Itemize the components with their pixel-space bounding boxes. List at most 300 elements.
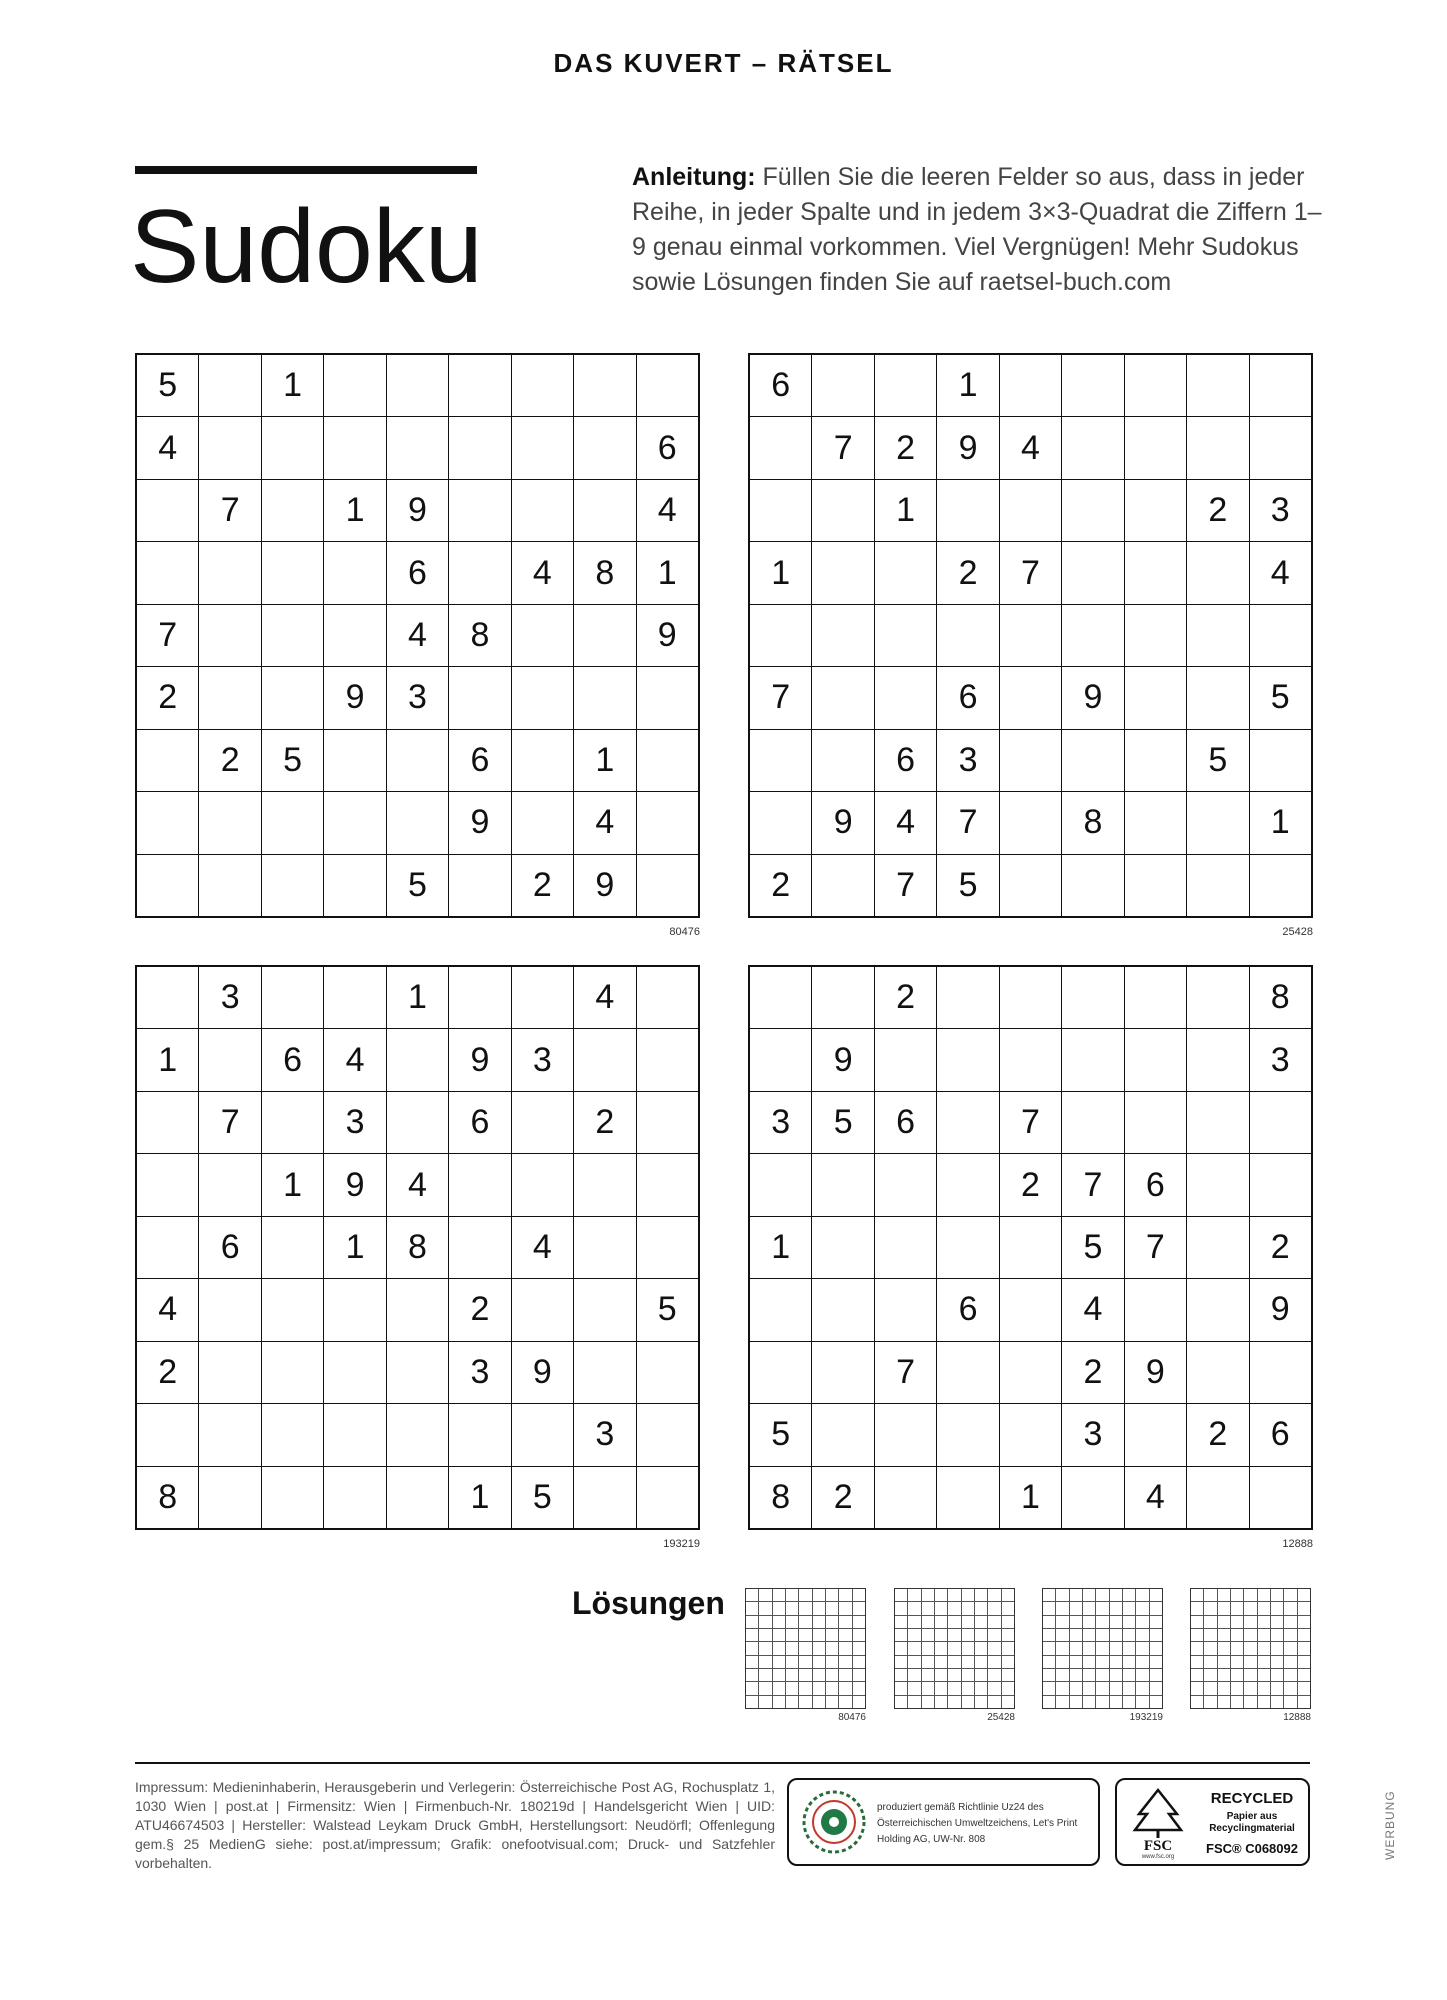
sudoku-cell: 6	[262, 1029, 323, 1090]
sudoku-cell	[262, 1404, 323, 1465]
solution-cell	[1231, 1602, 1243, 1614]
sudoku-cell	[199, 792, 260, 853]
sudoku-cell	[1187, 417, 1248, 478]
sudoku-cell	[1125, 667, 1186, 728]
footer-divider	[135, 1762, 1310, 1764]
solution-cell	[813, 1602, 825, 1614]
sudoku-cell: 2	[449, 1279, 510, 1340]
sudoku-cell	[937, 1404, 998, 1465]
solution-cell	[1218, 1616, 1230, 1628]
solution-cell	[799, 1669, 811, 1681]
solution-cell	[1110, 1669, 1122, 1681]
sudoku-cell: 2	[1000, 1154, 1061, 1215]
solution-cell	[908, 1656, 920, 1668]
sudoku-cell	[262, 967, 323, 1028]
solution-cell	[826, 1589, 838, 1601]
sudoku-cell	[199, 1342, 260, 1403]
solution-cell	[1258, 1669, 1270, 1681]
solution-cell	[1096, 1696, 1108, 1708]
solution-cell	[1218, 1629, 1230, 1641]
solution-cell	[988, 1629, 1000, 1641]
solution-cell	[895, 1616, 907, 1628]
solution-cell	[1083, 1616, 1095, 1628]
sudoku-cell	[1062, 855, 1123, 916]
solution-cell	[1056, 1696, 1068, 1708]
solution-cell	[948, 1642, 960, 1654]
sudoku-cell	[1250, 605, 1311, 666]
solution-cell	[839, 1696, 851, 1708]
sudoku-cell	[574, 1342, 635, 1403]
sudoku-cell	[512, 1154, 573, 1215]
solution-cell	[1002, 1696, 1014, 1708]
sudoku-cell: 3	[199, 967, 260, 1028]
solution-cell	[1204, 1602, 1216, 1614]
solution-cell	[895, 1642, 907, 1654]
sudoku-cell: 8	[1062, 792, 1123, 853]
sudoku-cell	[1000, 855, 1061, 916]
sudoku-cell: 6	[1250, 1404, 1311, 1465]
solution-cell	[1123, 1656, 1135, 1668]
solution-cell	[922, 1616, 934, 1628]
sudoku-cell	[875, 1467, 936, 1528]
sudoku-cell	[324, 542, 385, 603]
solution-cell	[1150, 1696, 1162, 1708]
sudoku-cell	[574, 355, 635, 416]
solution-cell	[853, 1642, 865, 1654]
solution-cell	[895, 1696, 907, 1708]
solution-cell	[962, 1616, 974, 1628]
sudoku-cell: 3	[1062, 1404, 1123, 1465]
sudoku-cell: 4	[387, 1154, 448, 1215]
solution-cell	[1191, 1669, 1203, 1681]
solution-cell	[948, 1629, 960, 1641]
solution-cell	[1056, 1669, 1068, 1681]
solution-cell	[1136, 1696, 1148, 1708]
solution-cell	[1204, 1629, 1216, 1641]
sudoku-cell	[750, 605, 811, 666]
sudoku-cell	[512, 1092, 573, 1153]
sudoku-cell	[1187, 1154, 1248, 1215]
solution-cell	[1150, 1602, 1162, 1614]
sudoku-cell	[1250, 730, 1311, 791]
sudoku-cell	[1125, 1279, 1186, 1340]
sudoku-cell	[1062, 1467, 1123, 1528]
sudoku-cell	[637, 1467, 698, 1528]
solution-cell	[1244, 1589, 1256, 1601]
sudoku-cell	[1000, 355, 1061, 416]
solution-cell	[1096, 1602, 1108, 1614]
sudoku-cell: 5	[637, 1279, 698, 1340]
solution-cell	[935, 1696, 947, 1708]
solution-cell	[826, 1629, 838, 1641]
sudoku-cell	[1062, 480, 1123, 541]
sudoku-cell	[512, 792, 573, 853]
solution-cell	[746, 1696, 758, 1708]
sudoku-cell: 7	[199, 480, 260, 541]
sudoku-cell	[875, 1029, 936, 1090]
sudoku-cell	[262, 605, 323, 666]
sudoku-cell	[1187, 1342, 1248, 1403]
solution-cell	[839, 1602, 851, 1614]
sudoku-cell: 1	[137, 1029, 198, 1090]
sudoku-cell	[812, 1279, 873, 1340]
sudoku-cell	[199, 855, 260, 916]
solution-cell	[839, 1656, 851, 1668]
sudoku-cell: 9	[449, 792, 510, 853]
sudoku-cell	[937, 480, 998, 541]
impressum-text: Impressum: Medieninhaberin, Herausgeberin und Verlegerin: Österreichische Post AG, Rochusplatz 1, 1030 Wien | post.at | Firmensitz: Wien | Firmenbuch-Nr. 180219d | Handelsgericht Wien | UID: ATU46674503 | Hersteller: Walstead Leykam Druck GmbH, Herstellungsort: Neudörfl; Offenlegung gem.§ 25 MedienG siehe: post.at/impressum; Grafik: onefootvisual.com; Druck- und Satzfehler vorbehalten.	[135, 1779, 775, 1871]
sudoku-cell: 9	[1062, 667, 1123, 728]
sudoku-cell	[512, 605, 573, 666]
solution-cell	[1096, 1589, 1108, 1601]
sudoku-cell: 2	[750, 855, 811, 916]
sudoku-cell	[750, 730, 811, 791]
sudoku-cell: 9	[574, 855, 635, 916]
sudoku-cell: 2	[1062, 1342, 1123, 1403]
solution-cell	[922, 1642, 934, 1654]
solution-cell	[786, 1629, 798, 1641]
solution-cell	[962, 1629, 974, 1641]
solution-cell	[839, 1642, 851, 1654]
sudoku-cell	[1250, 855, 1311, 916]
sudoku-cell	[637, 355, 698, 416]
sudoku-cell	[387, 730, 448, 791]
solution-cell	[1204, 1616, 1216, 1628]
sudoku-cell	[875, 605, 936, 666]
solution-cell	[988, 1642, 1000, 1654]
solution-cell	[1284, 1682, 1296, 1694]
sudoku-cell	[637, 1092, 698, 1153]
sudoku-cell	[1187, 855, 1248, 916]
sudoku-cell	[1187, 667, 1248, 728]
sudoku-cell: 1	[324, 1217, 385, 1278]
solution-cell	[1070, 1629, 1082, 1641]
sudoku-cell	[449, 967, 510, 1028]
solution-cell	[799, 1629, 811, 1641]
solution-cell	[1136, 1616, 1148, 1628]
sudoku-cell: 3	[750, 1092, 811, 1153]
sudoku-cell	[262, 1092, 323, 1153]
solution-cell	[853, 1616, 865, 1628]
sudoku-cell	[1000, 1342, 1061, 1403]
solution-cell	[1056, 1602, 1068, 1614]
solution-cell	[935, 1669, 947, 1681]
sudoku-cell	[812, 1342, 873, 1403]
sudoku-cell	[1062, 1092, 1123, 1153]
recycled-sublabel: Papier aus Recyclingmaterial	[1209, 1811, 1295, 1834]
sudoku-cell	[1250, 355, 1311, 416]
sudoku-cell	[1062, 417, 1123, 478]
sudoku-cell	[574, 1279, 635, 1340]
sudoku-cell: 1	[449, 1467, 510, 1528]
solution-cell	[948, 1616, 960, 1628]
solution-cell	[895, 1682, 907, 1694]
sudoku-cell	[324, 792, 385, 853]
solution-cell	[1204, 1589, 1216, 1601]
solution-cell	[948, 1696, 960, 1708]
sudoku-cell: 9	[937, 417, 998, 478]
solution-cell	[1070, 1616, 1082, 1628]
sudoku-cell: 2	[1187, 480, 1248, 541]
sudoku-cell	[512, 730, 573, 791]
solution-cell	[895, 1589, 907, 1601]
solution-cell	[935, 1656, 947, 1668]
sudoku-cell: 4	[637, 480, 698, 541]
sudoku-cell	[1062, 1029, 1123, 1090]
sudoku-cell	[750, 967, 811, 1028]
sudoku-cell	[137, 1154, 198, 1215]
solution-cell	[786, 1696, 798, 1708]
sudoku-cell	[637, 1404, 698, 1465]
fsc-code: FSC® C068092	[1206, 1841, 1298, 1856]
solution-cell	[813, 1589, 825, 1601]
sudoku-cell: 9	[1250, 1279, 1311, 1340]
solution-cell	[1258, 1602, 1270, 1614]
solution-grid	[745, 1588, 866, 1709]
solution-cell	[908, 1682, 920, 1694]
sudoku-cell: 4	[574, 967, 635, 1028]
solution-cell	[853, 1656, 865, 1668]
solution-cell	[935, 1642, 947, 1654]
sudoku-cell	[1125, 1092, 1186, 1153]
sudoku-cell	[137, 967, 198, 1028]
sudoku-cell	[812, 605, 873, 666]
solution-cell	[962, 1602, 974, 1614]
solution-cell	[1002, 1629, 1014, 1641]
sudoku-cell	[387, 1029, 448, 1090]
solution-cell	[1231, 1589, 1243, 1601]
sudoku-cell: 4	[512, 1217, 573, 1278]
sudoku-cell: 7	[875, 1342, 936, 1403]
sudoku-cell	[937, 1342, 998, 1403]
solution-cell	[1096, 1642, 1108, 1654]
puzzle-code: 193219	[663, 1538, 700, 1550]
sudoku-cell	[324, 1279, 385, 1340]
sudoku-cell: 1	[1000, 1467, 1061, 1528]
sudoku-cell: 3	[1250, 480, 1311, 541]
solution-cell	[988, 1656, 1000, 1668]
solution-cell	[1123, 1629, 1135, 1641]
sudoku-cell: 3	[324, 1092, 385, 1153]
sudoku-cell	[449, 417, 510, 478]
sudoku-cell	[262, 1467, 323, 1528]
sudoku-cell	[937, 967, 998, 1028]
sudoku-cell	[1187, 1092, 1248, 1153]
sudoku-cell	[875, 667, 936, 728]
sudoku-cell	[812, 480, 873, 541]
solution-cell	[962, 1642, 974, 1654]
sudoku-cell: 4	[512, 542, 573, 603]
solution-cell	[1136, 1589, 1148, 1601]
sudoku-cell	[324, 1467, 385, 1528]
sudoku-cell	[875, 1279, 936, 1340]
solution-cell	[826, 1642, 838, 1654]
solution-cell	[1258, 1589, 1270, 1601]
sudoku-cell: 9	[324, 1154, 385, 1215]
solution-cell	[1284, 1642, 1296, 1654]
sudoku-cell	[262, 1279, 323, 1340]
sudoku-cell: 5	[1187, 730, 1248, 791]
solution-cell	[1056, 1682, 1068, 1694]
sudoku-cell	[1125, 1404, 1186, 1465]
sudoku-cell	[574, 1029, 635, 1090]
puzzle-code: 25428	[1282, 926, 1313, 938]
solution-cell	[1096, 1616, 1108, 1628]
solution-cell	[1218, 1669, 1230, 1681]
solution-cell	[1083, 1589, 1095, 1601]
solution-cell	[759, 1696, 771, 1708]
sudoku-cell	[1125, 480, 1186, 541]
sudoku-cell	[262, 1342, 323, 1403]
solution-code: 193219	[1129, 1712, 1163, 1723]
sudoku-cell	[387, 1467, 448, 1528]
sudoku-cell	[1125, 792, 1186, 853]
solution-cell	[908, 1602, 920, 1614]
sudoku-cell: 6	[387, 542, 448, 603]
sudoku-cell	[137, 1404, 198, 1465]
solution-cell	[786, 1656, 798, 1668]
solution-cell	[1110, 1629, 1122, 1641]
solution-cell	[922, 1669, 934, 1681]
solution-cell	[1123, 1589, 1135, 1601]
sudoku-cell: 7	[812, 417, 873, 478]
solution-cell	[1070, 1602, 1082, 1614]
sudoku-cell: 3	[937, 730, 998, 791]
solution-code: 80476	[838, 1712, 866, 1723]
solution-cell	[895, 1602, 907, 1614]
solution-cell	[1271, 1669, 1283, 1681]
sudoku-cell	[324, 1342, 385, 1403]
sudoku-cell: 5	[1250, 667, 1311, 728]
solution-cell	[1298, 1669, 1310, 1681]
sudoku-cell	[1000, 1029, 1061, 1090]
sudoku-cell	[812, 542, 873, 603]
solution-cell	[1043, 1669, 1055, 1681]
solution-cell	[1191, 1616, 1203, 1628]
sudoku-cell	[1187, 792, 1248, 853]
solution-cell	[1284, 1589, 1296, 1601]
sudoku-cell	[199, 542, 260, 603]
sudoku-cell: 6	[750, 355, 811, 416]
eco-label-badge	[787, 1778, 1100, 1866]
solution-cell	[853, 1629, 865, 1641]
solution-cell	[1150, 1682, 1162, 1694]
sudoku-cell	[199, 667, 260, 728]
solution-cell	[1191, 1629, 1203, 1641]
sudoku-cell	[137, 480, 198, 541]
solution-cell	[813, 1616, 825, 1628]
sudoku-cell: 2	[1187, 1404, 1248, 1465]
solution-cell	[759, 1669, 771, 1681]
sudoku-cell	[324, 1404, 385, 1465]
instructions-text: Füllen Sie die leeren Felder so aus, dass in jeder Reihe, in jeder Spalte und in jedem 3×3-Quadrat die Ziffern 1–9 genau einmal vorkommen. Viel Vergnügen! Mehr Sudokus sowie Lösungen finden Sie auf raetsel-buch.com	[632, 163, 1322, 296]
solution-cell	[759, 1629, 771, 1641]
solution-cell	[1043, 1656, 1055, 1668]
sudoku-cell	[574, 1217, 635, 1278]
sudoku-cell	[812, 667, 873, 728]
solution-cell	[1244, 1642, 1256, 1654]
sudoku-cell: 6	[875, 730, 936, 791]
solution-cell	[1244, 1682, 1256, 1694]
solution-cell	[759, 1602, 771, 1614]
sudoku-cell	[262, 667, 323, 728]
sudoku-cell	[449, 855, 510, 916]
solution-cell	[1083, 1642, 1095, 1654]
solution-cell	[895, 1669, 907, 1681]
sudoku-cell	[750, 1029, 811, 1090]
sudoku-cell: 1	[750, 542, 811, 603]
sudoku-cell	[875, 542, 936, 603]
solution-cell	[1002, 1682, 1014, 1694]
sudoku-cell: 3	[387, 667, 448, 728]
solution-cell	[773, 1669, 785, 1681]
sudoku-cell: 2	[199, 730, 260, 791]
sudoku-cell	[1062, 542, 1123, 603]
solution-cell	[813, 1682, 825, 1694]
solution-cell	[1191, 1656, 1203, 1668]
page-title: Sudoku	[130, 189, 483, 305]
solution-cell	[786, 1669, 798, 1681]
solution-cell	[1204, 1696, 1216, 1708]
sudoku-cell	[574, 480, 635, 541]
sudoku-cell	[574, 1467, 635, 1528]
sudoku-cell: 7	[1000, 542, 1061, 603]
solution-thumb-2	[894, 1588, 1015, 1723]
sudoku-cell: 2	[574, 1092, 635, 1153]
solution-cell	[1271, 1616, 1283, 1628]
sudoku-cell	[137, 1217, 198, 1278]
solution-cell	[853, 1696, 865, 1708]
sudoku-cell	[750, 1154, 811, 1215]
solution-cell	[1284, 1616, 1296, 1628]
solution-cell	[839, 1629, 851, 1641]
solution-cell	[1123, 1682, 1135, 1694]
solution-cell	[853, 1669, 865, 1681]
solution-cell	[1070, 1642, 1082, 1654]
solution-cell	[839, 1669, 851, 1681]
solution-cell	[1284, 1656, 1296, 1668]
sudoku-cell	[137, 542, 198, 603]
solution-cell	[922, 1589, 934, 1601]
solution-cell	[1002, 1602, 1014, 1614]
solution-cell	[975, 1616, 987, 1628]
sudoku-cell: 8	[137, 1467, 198, 1528]
solution-cell	[1150, 1656, 1162, 1668]
sudoku-cell: 5	[937, 855, 998, 916]
solution-cell	[746, 1629, 758, 1641]
solution-cell	[786, 1616, 798, 1628]
sudoku-cell	[262, 417, 323, 478]
solution-cell	[895, 1656, 907, 1668]
solution-cell	[1218, 1656, 1230, 1668]
solution-cell	[1231, 1696, 1243, 1708]
solution-cell	[746, 1656, 758, 1668]
solution-cell	[962, 1669, 974, 1681]
solution-cell	[935, 1616, 947, 1628]
solution-grid	[1042, 1588, 1163, 1709]
solution-cell	[786, 1682, 798, 1694]
solution-cell	[975, 1629, 987, 1641]
sudoku-cell: 6	[875, 1092, 936, 1153]
sudoku-cell	[199, 1154, 260, 1215]
sudoku-cell	[387, 1404, 448, 1465]
solution-cell	[1284, 1629, 1296, 1641]
solution-cell	[962, 1682, 974, 1694]
solution-cell	[799, 1696, 811, 1708]
sudoku-cell	[512, 1404, 573, 1465]
solution-cell	[975, 1642, 987, 1654]
sudoku-cell	[1125, 355, 1186, 416]
